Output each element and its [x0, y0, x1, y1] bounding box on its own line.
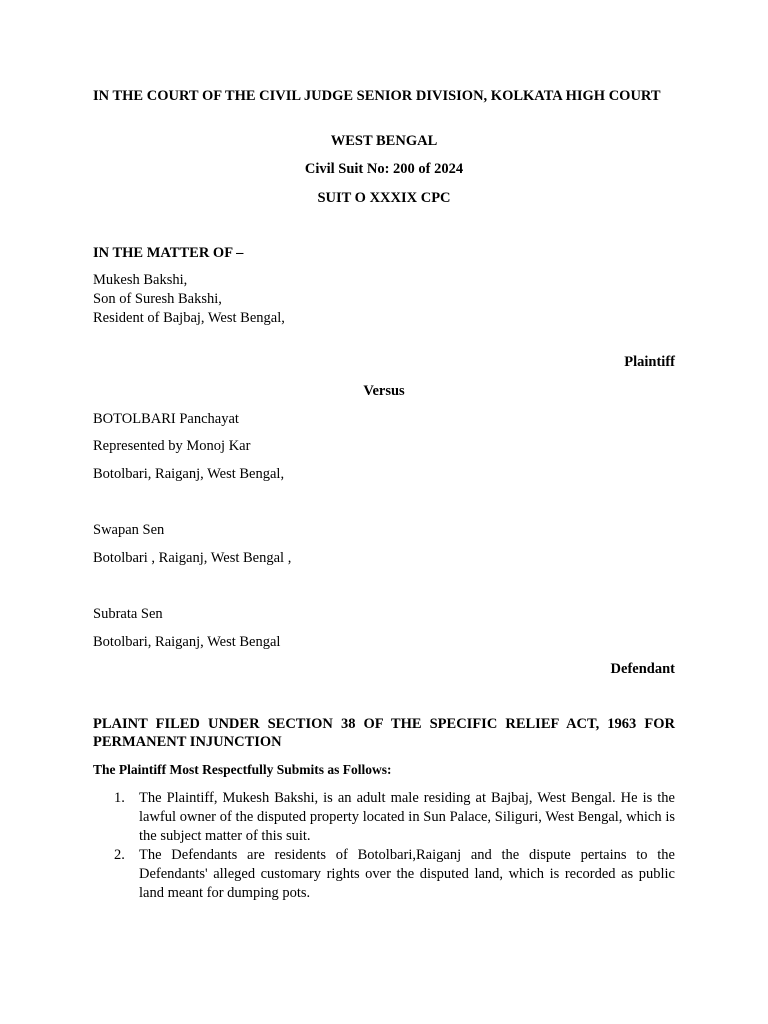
- matter-heading: IN THE MATTER OF –: [93, 245, 244, 261]
- plaint-point: [93, 846, 675, 903]
- defendant-2-address: Botolbari , Raiganj, West Bengal ,: [93, 550, 292, 566]
- defendant-3-name: Subrata Sen: [93, 606, 163, 622]
- court-title: IN THE COURT OF THE CIVIL JUDGE SENIOR DIVISION, KOLKATA HIGH COURT: [93, 88, 661, 104]
- document-page: [93, 0, 675, 1024]
- submission-intro: The Plaintiff Most Respectfully Submits as Follows:: [93, 762, 392, 777]
- plaintiff-parent: Son of Suresh Bakshi,: [93, 291, 222, 307]
- state-heading: WEST BENGAL: [330, 133, 438, 149]
- plaint-point: [93, 789, 675, 846]
- point-number: 1.: [114, 790, 125, 806]
- suit-number: Civil Suit No: 200 of 2024: [304, 161, 464, 177]
- plaint-title: PLAINT FILED UNDER SECTION 38 OF THE SPECIFIC RELIEF ACT, 1963 FOR PERMANENT INJUNCTION: [93, 716, 675, 750]
- defendant-1-address: Botolbari, Raiganj, West Bengal,: [93, 466, 285, 482]
- defendant-1-representative: Represented by Monoj Kar: [93, 438, 251, 454]
- plaintiff-residence: Resident of Bajbaj, West Bengal,: [93, 310, 285, 326]
- defendant-3-address: Botolbari, Raiganj, West Bengal: [93, 634, 281, 650]
- defendant-1-name: BOTOLBARI Panchayat: [93, 411, 239, 427]
- versus-label: Versus: [363, 383, 405, 399]
- plaint-points-list: [93, 789, 675, 903]
- point-number: 2.: [114, 847, 125, 863]
- point-text: The Plaintiff, Mukesh Bakshi, is an adult male residing at Bajbaj, West Bengal. He is the lawful owner of the disputed property located in Sun Palace, Siliguri, West Bengal, which is the subject matter of this suit.: [139, 790, 675, 844]
- defendant-role: Defendant: [610, 661, 675, 677]
- defendant-2-name: Swapan Sen: [93, 522, 165, 538]
- plaintiff-role: Plaintiff: [624, 354, 675, 370]
- suit-type: SUIT O XXXIX CPC: [317, 190, 451, 206]
- point-text: The Defendants are residents of Botolbari,Raiganj and the dispute pertains to the Defendants' alleged customary rights over the disputed land, which is recorded as public land meant for dumping pots.: [139, 847, 675, 901]
- plaintiff-name: Mukesh Bakshi,: [93, 272, 188, 288]
